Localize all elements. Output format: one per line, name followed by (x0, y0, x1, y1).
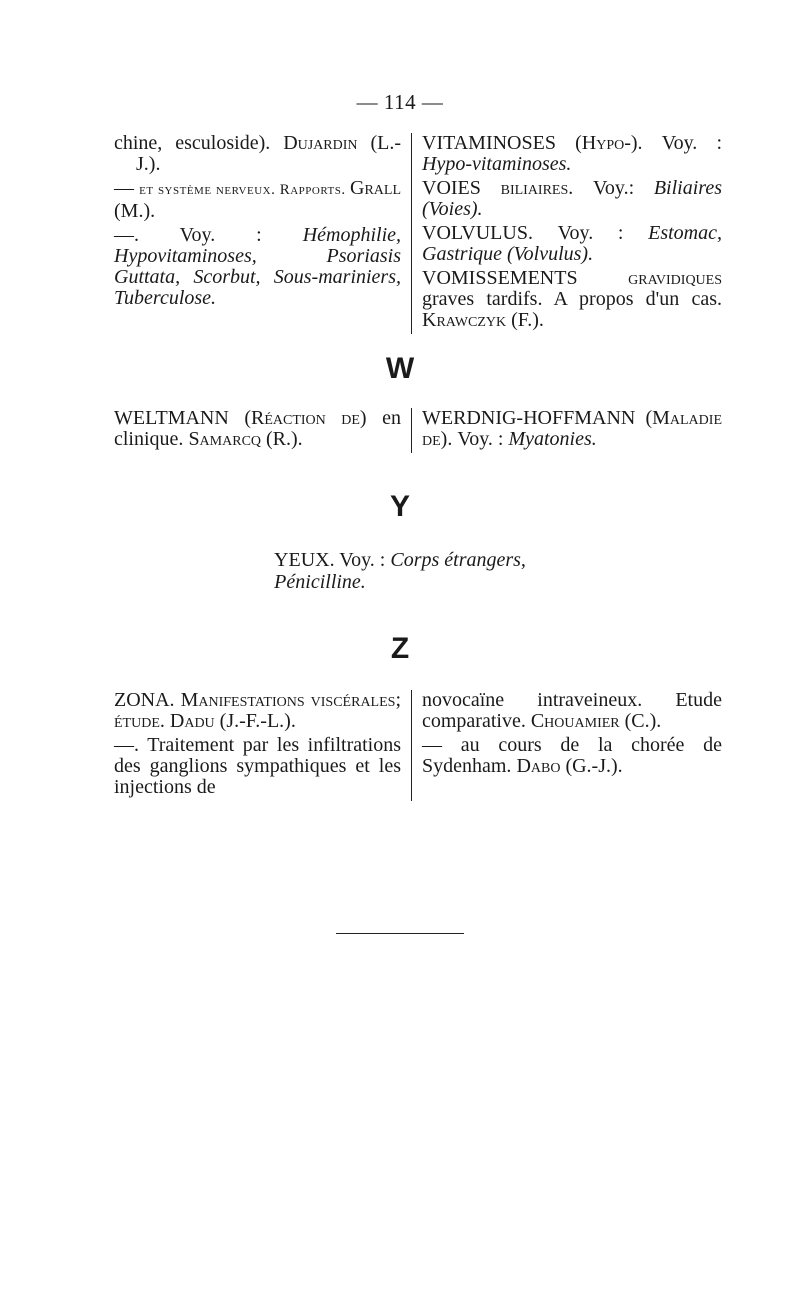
page-number: — 114 — (356, 90, 444, 114)
index-entry: ZONA. Manifestations viscérales; étude. Dadu (J.-F.-L.). (114, 689, 402, 732)
index-entry: VOLVULUS. Voy. : Estomac, Gastrique (Volvulus). (422, 222, 723, 265)
index-entry: —. Voy. : Hémophilie, Hypovitaminoses, Psoriasis Guttata, Scorbut, Sous-mariniers, Tuberculose. (114, 224, 402, 309)
right-column (412, 690, 722, 801)
section-letter-w: W (385, 352, 415, 385)
index-entry: novocaïne intraveineux. Etude comparative. Chouamier (C.). (422, 689, 722, 732)
right-column (412, 133, 722, 334)
index-entry: WERDNIG-HOFFMANN (Maladie de). Voy. : Myatonies. (422, 407, 722, 450)
section-v-columns (114, 133, 724, 334)
left-column (114, 133, 412, 334)
section-z-columns (114, 690, 724, 801)
index-entry: — et système nerveux. Rapports. Grall (M.). (114, 177, 401, 222)
index-entry: VOIES biliaires. Voy.: Biliaires (Voies). (422, 177, 722, 220)
section-letter-z: Z (390, 632, 410, 665)
index-entry: — au cours de la chorée de Sydenham. Dabo (G.-J.). (422, 734, 722, 777)
index-entry: —. Traitement par les infiltrations des ganglions sympathiques et les injections de (114, 734, 401, 798)
index-entry: WELTMANN (Réaction de) en clinique. Samarcq (R.). (114, 407, 401, 450)
index-entry: VITAMINOSES (Hypo-). Voy. : Hypo-vitaminoses. (422, 132, 723, 175)
index-entry: chine, esculoside). Dujardin (L.-J.). (114, 132, 402, 175)
right-column (412, 408, 722, 453)
index-entry: VOMISSEMENTS gravidiques graves tardifs. A propos d'un cas. Krawczyk (F.). (422, 267, 722, 331)
left-column (114, 408, 412, 453)
section-letter-y: Y (389, 490, 410, 523)
section-w-columns (114, 408, 724, 453)
left-column (114, 690, 412, 801)
end-rule (336, 933, 464, 934)
index-entry-yeux: YEUX. Voy. : Corps étrangers, Pénicilline. (274, 549, 526, 593)
